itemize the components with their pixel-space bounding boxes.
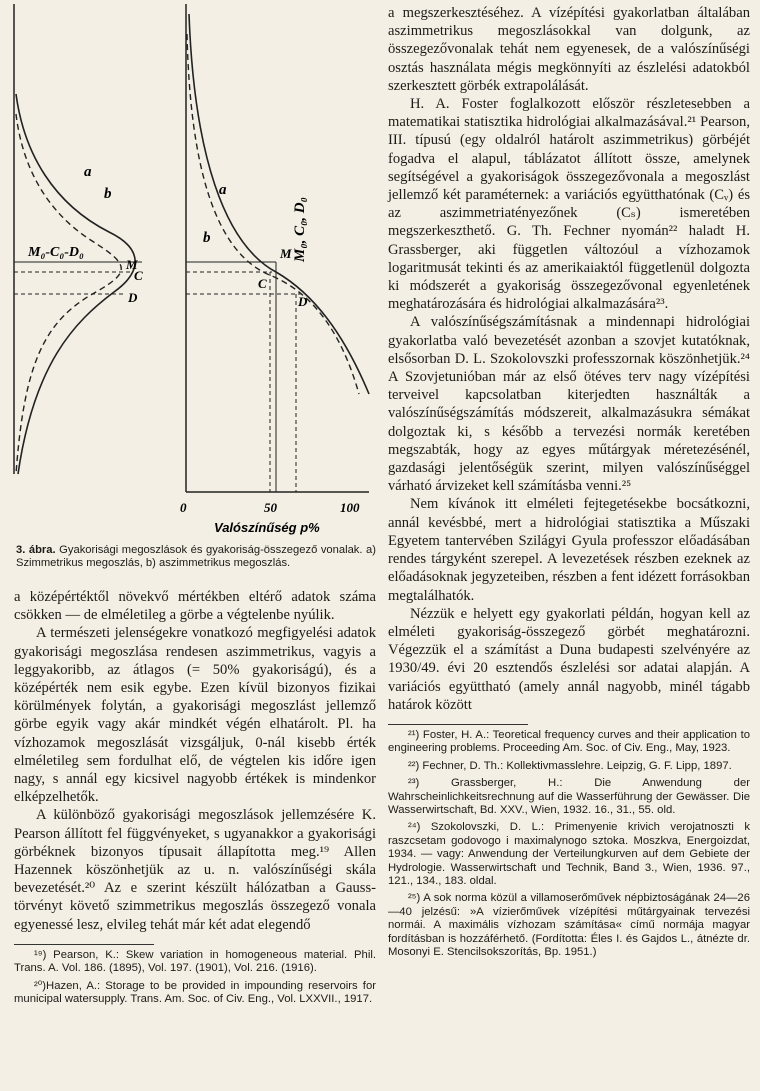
- right-label-d: D: [298, 294, 308, 309]
- footnote-20: ²⁰)Hazen, A.: Storage to be provided in impounding reservoirs for municipal watersupply. Trans. Am. Soc. of Civ. Eng., Vol. LXXVII., 1917.: [14, 979, 376, 1006]
- right-paragraph-5: Nézzük e helyett egy gyakorlati példán, hogyan kell az elméleti gyakoriság-összegező görbét meghatározni. Végezzük el a számítást a Duna budapesti szelvényére az 1930/49. évi 20 esztendős észlelési sor adatai alapján. A variációs együttható (amely annál nagyobb, minél tágabb határok között: [388, 605, 750, 713]
- right-label-c: C: [258, 276, 267, 291]
- left-label-mcd: M₀-C₀-D₀: [28, 245, 84, 260]
- tick-50: 50: [264, 500, 277, 515]
- right-paragraph-1: a megszerkesztéséhez. A vízépítési gyakorlatban általában aszimmetrikus megoszlásokkal van dolgunk, az összegezővonalak tehát nem egyenesek, de a valószínűségi osztás használata mégis megkönnyíti az észlelési adatokból szerkesztett görbék extrapolálását.: [388, 5, 750, 94]
- footnote-24: ²⁴) Szokolovszki, D. L.: Primenyenie krivich verojatnoszti k raszcsetam godovogo i maximalynogo sztoka. Moszkva, Energoizdat, 1934. — vagy: Anwendung der Verteilungkurven auf dem Gebiete der Hydrologie. Wasserwirtschaft und Technik, Band 3., Wien, 1936. 97., 121., 134., 183. oldal.: [388, 821, 750, 887]
- right-column: [388, 4, 750, 963]
- tick-0: 0: [180, 500, 187, 515]
- caption-text: Gyakorisági megoszlások és gyakoriság-összegező vonalak. a) Szimmetrikus megoszlás, b) aszimmetrikus megoszlás.: [16, 544, 376, 569]
- left-paragraph-3: A különböző gyakorisági megoszlások jellemzésére K. Pearson állított fel függvényeket, s ugyanakkor a gyakorisági görbéknek bizonyos típusait állapította meg.¹⁹ Allen Hazennek köszönhetjük az u. n. valószínűségi skála bevezetését.²⁰ Az e szerint készült hálózatban a Gauss-törvényt követő szimmetrikus megoszlás összegező vonala egyenessé lesz, elvileg tehát már két adat elegendő: [14, 807, 376, 933]
- figure-caption: [16, 544, 376, 570]
- left-label-c: C: [134, 268, 143, 283]
- footnote-21: ²¹) Foster, H. A.: Teoretical frequency curves and their application to engineering problems. Proceeding Am. Soc. of Civ. Eng., May, 1923.: [388, 728, 750, 755]
- left-column: [14, 4, 376, 1010]
- right-label-mcd: M₀, C₀, D₀: [292, 197, 308, 262]
- footnote-23: ²³) Grassberger, H.: Die Anwendung der Wahrscheinlichkeitsrechnung auf die Wasserführung der Gewässer. Die Wasserwirtschaft, Bd. XXV., Wien, 1932. 16., 31., 55. old.: [388, 777, 750, 816]
- footnote-rule-left: [14, 944, 154, 945]
- axis-title: Valószínűség p%: [214, 520, 320, 535]
- caption-number: 3. ábra.: [16, 544, 56, 556]
- tick-100: 100: [340, 500, 360, 515]
- left-label-m: M: [126, 257, 138, 272]
- footnote-22: ²²) Fechner, D. Th.: Kollektivmasslehre. Leipzig, G. F. Lipp, 1897.: [408, 759, 732, 772]
- right-label-b: b: [203, 230, 211, 246]
- right-curve-b: [189, 14, 369, 394]
- right-label-a: a: [219, 182, 227, 198]
- right-label-m: M: [280, 246, 292, 261]
- left-paragraph-2: A természeti jelenségekre vonatkozó megfigyelési adatok gyakorisági megoszlása rendesen aszimmetrikus, vagyis a leggyakoribb, az átlagos (= 50% gyakoriságú), és a középérték nem esik egybe. Ezen kívül bizonyos fizikai körülmények folytán, a gyakorisági megoszlást jellemző görbe egyik vagy akár mindkét végén elhatárolt. Pl. ha vízhozamok megoszlását vizsgáljuk, 0-nál kisebb érték elméletileg sem fordulhat elő, de végtelen kis időre igen nagy, s annál egy kicsivel nagyobb értékek is mindenkor elképzelhetők.: [14, 625, 376, 806]
- figure-3-diagram: [14, 4, 376, 535]
- footnote-19: ¹⁹) Pearson, K.: Skew variation in homogeneous material. Phil. Trans. A. Vol. 186. (1895), Vol. 197. (1901), Vol. 216. (1916).: [14, 948, 376, 975]
- left-label-d: D: [128, 290, 138, 305]
- left-paragraph-1: a középértéktől növekvő mértékben eltérő adatok száma csökken — de elméletileg a görbe a végtelenbe nyúlik.: [14, 589, 376, 624]
- left-label-b: b: [104, 186, 112, 202]
- footnote-rule-right: [388, 724, 528, 725]
- right-curve-a: [187, 34, 359, 394]
- right-paragraph-3: A valószínűségszámításnak a mindennapi hidrológiai gyakorlatba való bevezetését azonban a szovjet kutatóknak, elsősorban D. L. Szokolovszki professzornak köszönhetjük.²⁴ A Szovjetunióban már az első ötéves terv nagy vízépítési terveivel kapcsolatban kiterjedten használták a valószínűségszámítás módszereit, alkalmazásukra sémákat dolgoztak ki, s később a tervezési normák keretében megszabták, hogy az egyes műtárgyak méretezésénél, gazdasági jelentőségük szerint, milyen valószínűséggel várható árvizeket kell számításba venni.²⁵: [388, 314, 750, 495]
- figure-3: [14, 4, 376, 542]
- right-paragraph-4: Nem kívánok itt elméleti fejtegetésekbe bocsátkozni, annál kevésbbé, mert a hidrológiai statisztika a Műszaki Egyetem tantervében Szilágyi Gyula professzor előadásában rendes tárgyként szerepel. A levezetések részben ezeknek az előadásoknak jegyzeteiben, részben a fent idézett forrásokban megtalálhatók.: [388, 496, 750, 604]
- footnote-25: ²⁵) A sok normа közül a villamoserőművek népbiztoságának 24—26—40 jelzésű: »A vízierőművek vízépítési műtárgyainak tervezési normái. A maximális vízhozam számítása« című normája magyar fordításban is hozzáférhető. (Fordította: Éles I. és Gajdos L., átnézte dr. Mosonyi E. Stencilsokszorítás, Bp. 1951.): [388, 892, 750, 959]
- left-label-a: a: [84, 164, 92, 180]
- right-paragraph-2: H. A. Foster foglalkozott először részletesebben a matematikai statisztika hidrológiai alkalmazásával.²¹ Pearson, III. típusú (egy oldalról határolt aszimmetrikus) görbéjét fogadva el alapul, táblázatot állított össze, amelynek segítségével a gyakoriságok összegezővonala a megoszlást jellemző két paraméternek: a variációs együtthatónak (Cᵥ) és az aszimmetriatényezőnek (Cₛ) ismeretében megszerkeszthető. G. Th. Fechner nyomán²² haladt H. Grassberger, aki független változóul a vízhozamok logaritmusát tekinti és az amerikaiaktól függetlenül dolgozta ki módszerét a gyakoriság összegezővonal egyenletének meghatározására és hidrológiai alkalmazására²³.: [388, 96, 750, 313]
- left-curve-b: [16, 94, 135, 474]
